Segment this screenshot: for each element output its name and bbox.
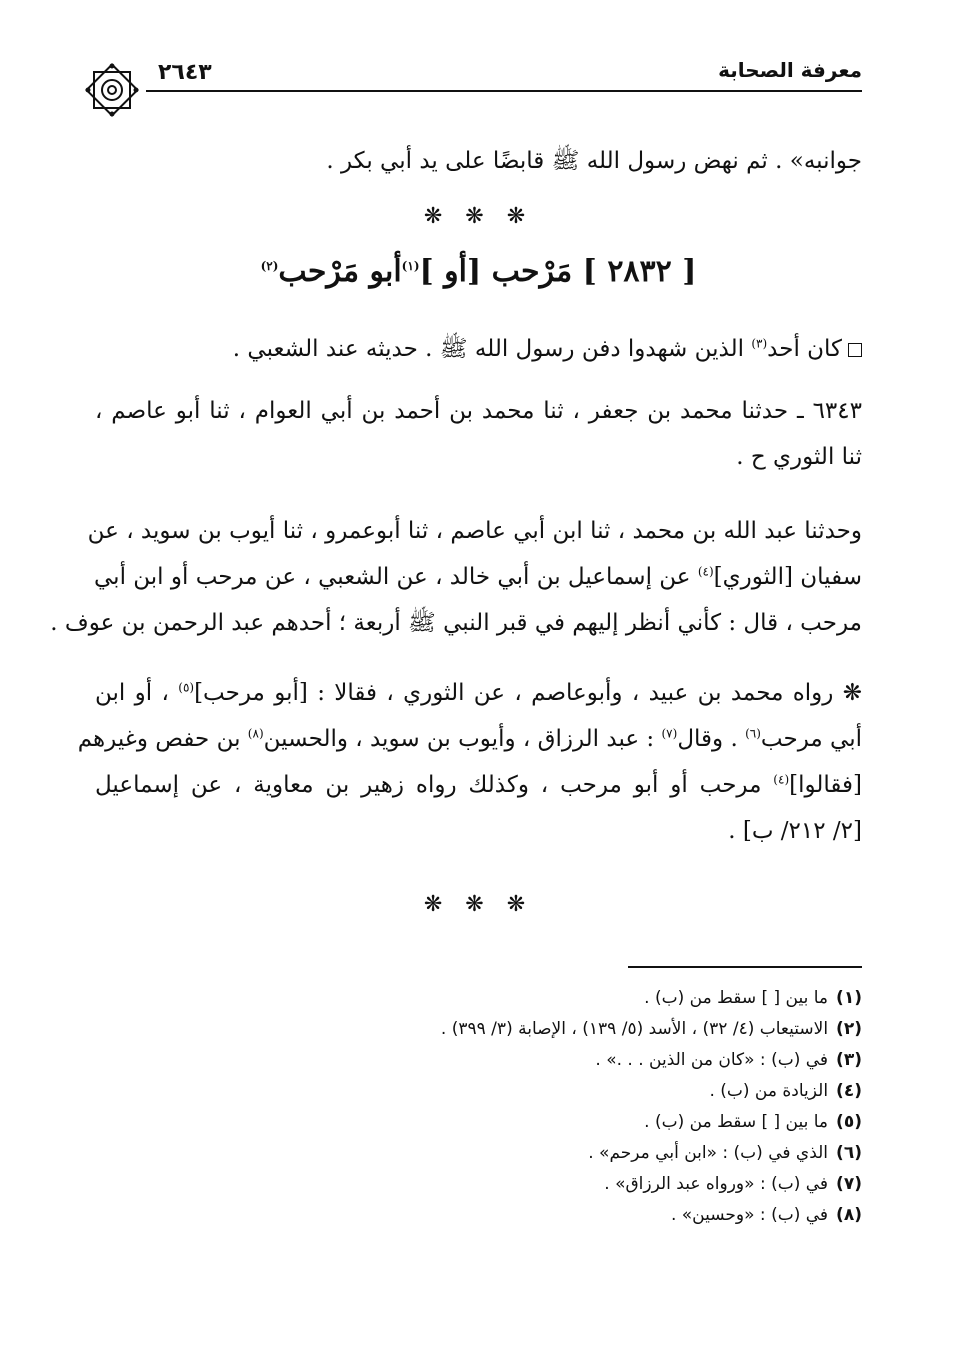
- footnote-number: (٦): [836, 1143, 862, 1163]
- text-span: بن حفص وغيرهم: [77, 726, 248, 752]
- footnote-number: (١): [836, 988, 862, 1008]
- hadith-paragraph: [95, 388, 862, 480]
- text-line: [95, 762, 862, 808]
- text-line: مرحب ، قال : كأني أنظر إليهم في قبر النبي ﷺ أربعة ؛ أحدهم عبد الرحمن بن عوف .: [50, 610, 862, 636]
- text-line: ٦٣٤٣ ـ حدثنا محمد بن جعفر ، ثنا محمد بن أحمد بن أبي العوام ، ثنا أبو عاصم ،: [95, 398, 862, 424]
- footnote-ref: (٢): [260, 259, 279, 273]
- footnote-ref: (٥): [178, 680, 195, 695]
- text-span: سفيان [الثوري]: [713, 564, 862, 590]
- intro-text: كان أحد: [767, 336, 842, 362]
- text-span: ❋ رواه محمد بن عبيد ، وأبوعاصم ، عن الثوري ، فقالا : [أبو مرحب]: [194, 680, 862, 706]
- footnote-ref: (٧): [661, 726, 678, 741]
- footnote-text: في (ب) : «كان من الذين . . .» .: [595, 1050, 829, 1070]
- text-line: [77, 716, 862, 762]
- footnote-item: [95, 1077, 862, 1108]
- star-ornament-icon: [80, 58, 144, 122]
- section-separator-stars: ❋ ❋ ❋: [423, 892, 534, 917]
- footnote-number: (٨): [836, 1205, 862, 1225]
- footnote-item: [95, 1201, 862, 1232]
- footnote-ref: (٦): [745, 726, 761, 741]
- section-separator-stars: ❋ ❋ ❋: [423, 204, 534, 229]
- text-line: [95, 670, 862, 716]
- footnote-ref: (٨): [247, 726, 264, 741]
- entry-title-main: [ ٢٨٣٢ ] مَرْحب [أو ]: [419, 254, 697, 289]
- text-span: [فقالوا]: [789, 772, 862, 798]
- text-span: مرحب أو أبو مرحب ، وكذلك رواه زهير بن معاوية ، عن إسماعيل: [95, 772, 774, 798]
- footnote-text: في (ب) : «وحسين» .: [670, 1205, 829, 1225]
- footnote-ref: (٤): [697, 564, 714, 579]
- text-line: [٢/ ٢١٢/ ب] .: [728, 818, 862, 844]
- footnote-number: (٧): [836, 1174, 862, 1194]
- text-span: ، أو ابن: [95, 680, 179, 706]
- footnote-text: ما بين [ ] سقط من (ب) .: [644, 1112, 829, 1132]
- footnote-text: في (ب) : «ورواه عبد الرزاق» .: [604, 1174, 829, 1194]
- commentary-paragraph: [77, 670, 862, 854]
- text-line: وحدثنا عبد الله بن محمد ، ثنا ابن أبي عاصم ، ثنا أبوعمرو ، ثنا أيوب بن سويد ، عن: [87, 518, 862, 544]
- footnote-divider: [628, 966, 862, 968]
- text-span: أبي مرحب: [760, 726, 862, 752]
- header-divider: [146, 90, 862, 92]
- continuation-paragraph: [95, 138, 862, 184]
- entry-title: [95, 254, 862, 289]
- square-marker-icon: [848, 343, 862, 357]
- footnote-text: الزيادة من (ب) .: [709, 1081, 829, 1101]
- intro-text: الذين شهدوا دفن رسول الله ﷺ . حديثه عند الشعبي .: [232, 336, 752, 362]
- text-line: [95, 326, 862, 372]
- isnad-paragraph: [50, 508, 862, 646]
- footnote-ref: (١): [401, 259, 420, 273]
- footnote-item: [95, 1139, 862, 1170]
- footnote-number: (٤): [836, 1081, 862, 1101]
- footnote-number: (٥): [836, 1112, 862, 1132]
- text-span: . وقال: [677, 726, 746, 752]
- footnote-text: ما بين [ ] سقط من (ب) .: [644, 988, 829, 1008]
- text-span: : عبد الرزاق ، وأيوب بن سويد ، والحسين: [263, 726, 662, 752]
- page-number: ٢٦٤٣: [158, 60, 212, 85]
- entry-title-rest: أبو مَرْحب: [278, 254, 402, 289]
- entry-intro: [95, 326, 862, 372]
- footnote-item: [95, 1046, 862, 1077]
- footnote-number: (٣): [836, 1050, 862, 1070]
- page-header: [80, 58, 862, 124]
- footnote-text: الذي في (ب) : «ابن أبي مرحم» .: [588, 1143, 829, 1163]
- text-line: [95, 554, 862, 600]
- text-line: جوانبه» . ثم نهض رسول الله ﷺ قابضًا على يد أبي بكر .: [326, 148, 862, 174]
- footnote-number: (٢): [836, 1019, 862, 1039]
- footnote-item: [95, 984, 862, 1015]
- footnote-text: الاستيعاب (٤/ ٣٢) ، الأسد (٥/ ١٣٩) ، الإصابة (٣/ ٣٩٩) .: [440, 1019, 829, 1039]
- text-span: عن إسماعيل بن أبي خالد ، عن الشعبي ، عن مرحب أو ابن أبي: [94, 564, 698, 590]
- text-line: ثنا الثوري ح .: [736, 444, 862, 470]
- footnote-ref: (٣): [751, 336, 768, 351]
- footnote-item: [95, 1015, 862, 1046]
- footnotes-list: [95, 984, 862, 1232]
- footnote-ref: (٤): [773, 772, 790, 787]
- footnote-item: [95, 1108, 862, 1139]
- footnote-item: [95, 1170, 862, 1201]
- book-title: معرفة الصحابة: [718, 58, 862, 82]
